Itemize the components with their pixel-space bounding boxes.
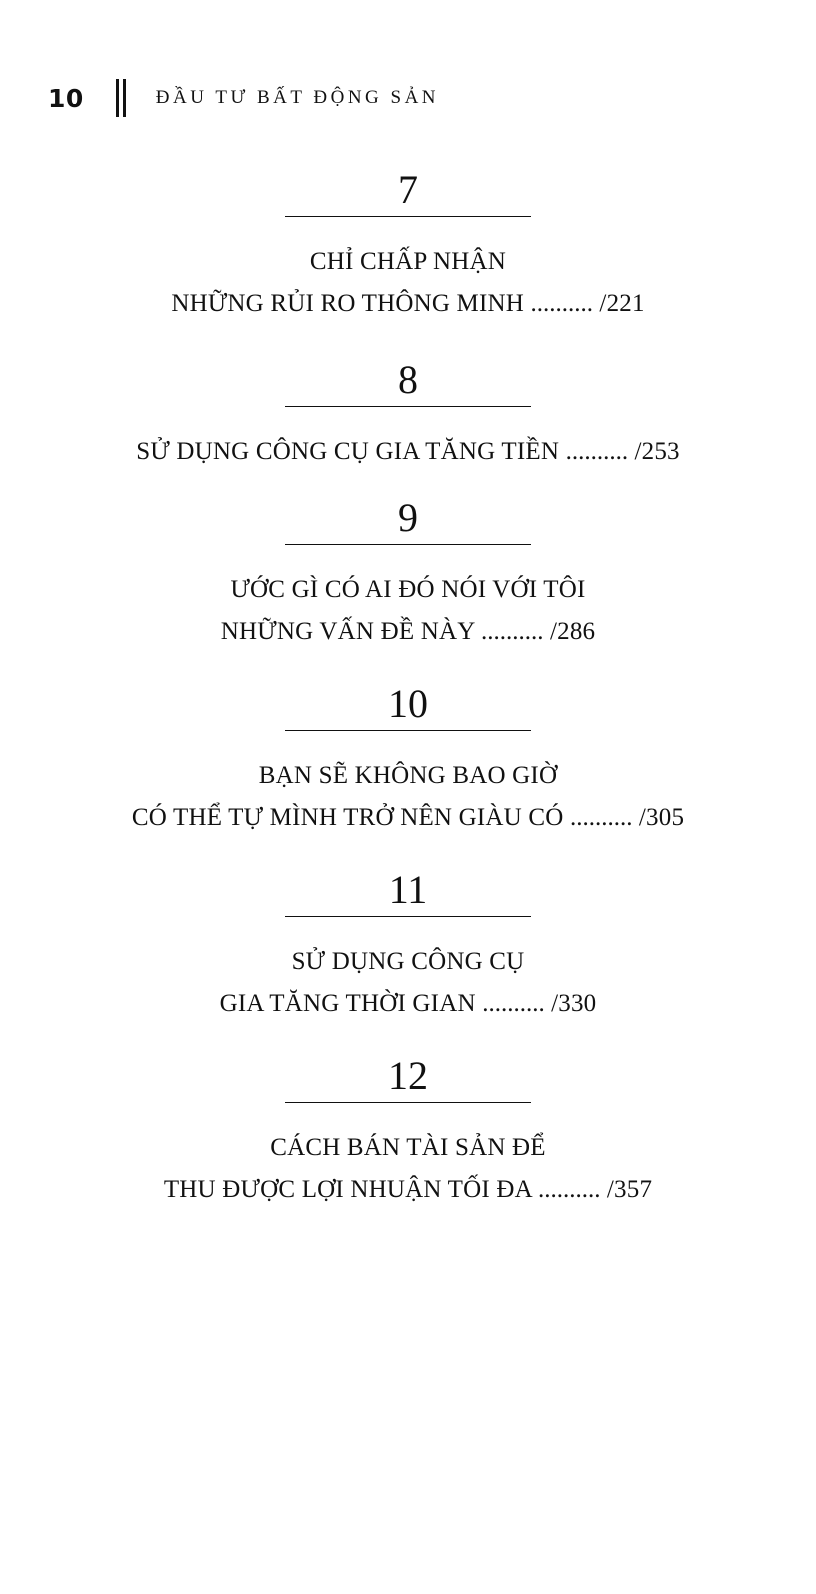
chapter-entry-9 bbox=[0, 496, 816, 654]
chapter-title-last-line bbox=[0, 611, 816, 653]
chapter-rule bbox=[285, 1102, 531, 1103]
chapter-title-line: BẠN SẼ KHÔNG BAO GIỜ bbox=[258, 762, 558, 789]
chapter-entry-11 bbox=[0, 868, 816, 1026]
page-reference: /357 bbox=[606, 1176, 653, 1203]
chapter-number: 10 bbox=[388, 681, 428, 726]
chapter-entry-8 bbox=[0, 358, 816, 468]
dot-leader: .......... bbox=[481, 618, 544, 645]
page-reference: /253 bbox=[634, 438, 680, 465]
chapter-entry-7 bbox=[0, 168, 816, 328]
chapter-number: 11 bbox=[388, 867, 428, 912]
chapter-title-text: NHỮNG VẤN ĐỀ NÀY bbox=[220, 618, 475, 645]
dot-leader: .......... bbox=[482, 990, 545, 1017]
chapter-title bbox=[0, 755, 816, 839]
chapter-title-line: SỬ DỤNG CÔNG CỤ bbox=[291, 948, 525, 975]
chapter-title-last-line bbox=[0, 797, 816, 839]
chapter-entry-10 bbox=[0, 682, 816, 840]
chapter-title-line: ƯỚC GÌ CÓ AI ĐÓ NÓI VỚI TÔI bbox=[230, 576, 586, 603]
chapter-title-line: CHỈ CHẤP NHẬN bbox=[309, 248, 507, 275]
book-title: ĐẦU TƯ BẤT ĐỘNG SẢN bbox=[155, 87, 440, 108]
chapter-rule bbox=[285, 730, 531, 731]
chapter-title bbox=[0, 569, 816, 653]
dot-leader: .......... bbox=[565, 438, 629, 465]
running-header bbox=[48, 78, 439, 118]
chapter-rule bbox=[285, 916, 531, 917]
chapter-number: 9 bbox=[398, 495, 418, 540]
page-reference: /330 bbox=[551, 990, 597, 1017]
page-reference: /305 bbox=[638, 804, 685, 831]
chapter-number: 12 bbox=[388, 1053, 428, 1098]
table-of-contents bbox=[0, 168, 816, 1212]
chapter-number: 8 bbox=[398, 357, 418, 402]
chapter-rule bbox=[285, 216, 531, 217]
chapter-number: 7 bbox=[398, 167, 418, 212]
chapter-title bbox=[0, 941, 816, 1025]
double-bar-divider bbox=[116, 79, 126, 117]
chapter-title-text: NHỮNG RỦI RO THÔNG MINH bbox=[171, 290, 525, 317]
chapter-title-last-line bbox=[0, 1169, 816, 1211]
page-reference: /286 bbox=[550, 618, 596, 645]
chapter-title-last-line bbox=[0, 983, 816, 1025]
dot-leader: .......... bbox=[569, 804, 633, 831]
chapter-title-text: GIA TĂNG THỜI GIAN bbox=[219, 990, 476, 1017]
chapter-title bbox=[0, 241, 816, 325]
chapter-entry-12 bbox=[0, 1054, 816, 1212]
chapter-title bbox=[0, 1127, 816, 1211]
dot-leader: .......... bbox=[537, 1176, 601, 1203]
page-number: 10 bbox=[48, 83, 84, 113]
chapter-title-text: THU ĐƯỢC LỢI NHUẬN TỐI ĐA bbox=[163, 1176, 532, 1203]
chapter-rule bbox=[285, 406, 531, 407]
chapter-title-text: SỬ DỤNG CÔNG CỤ GIA TĂNG TIỀN bbox=[136, 438, 560, 465]
dot-leader: .......... bbox=[530, 290, 593, 317]
chapter-title-text: CÓ THỂ TỰ MÌNH TRỞ NÊN GIÀU CÓ bbox=[131, 804, 564, 831]
page-reference: /221 bbox=[599, 290, 645, 317]
chapter-title bbox=[0, 431, 816, 473]
chapter-title-last-line bbox=[0, 283, 816, 325]
chapter-rule bbox=[285, 544, 531, 545]
chapter-title-last-line bbox=[0, 431, 816, 473]
chapter-title-line: CÁCH BÁN TÀI SẢN ĐỂ bbox=[270, 1134, 546, 1161]
